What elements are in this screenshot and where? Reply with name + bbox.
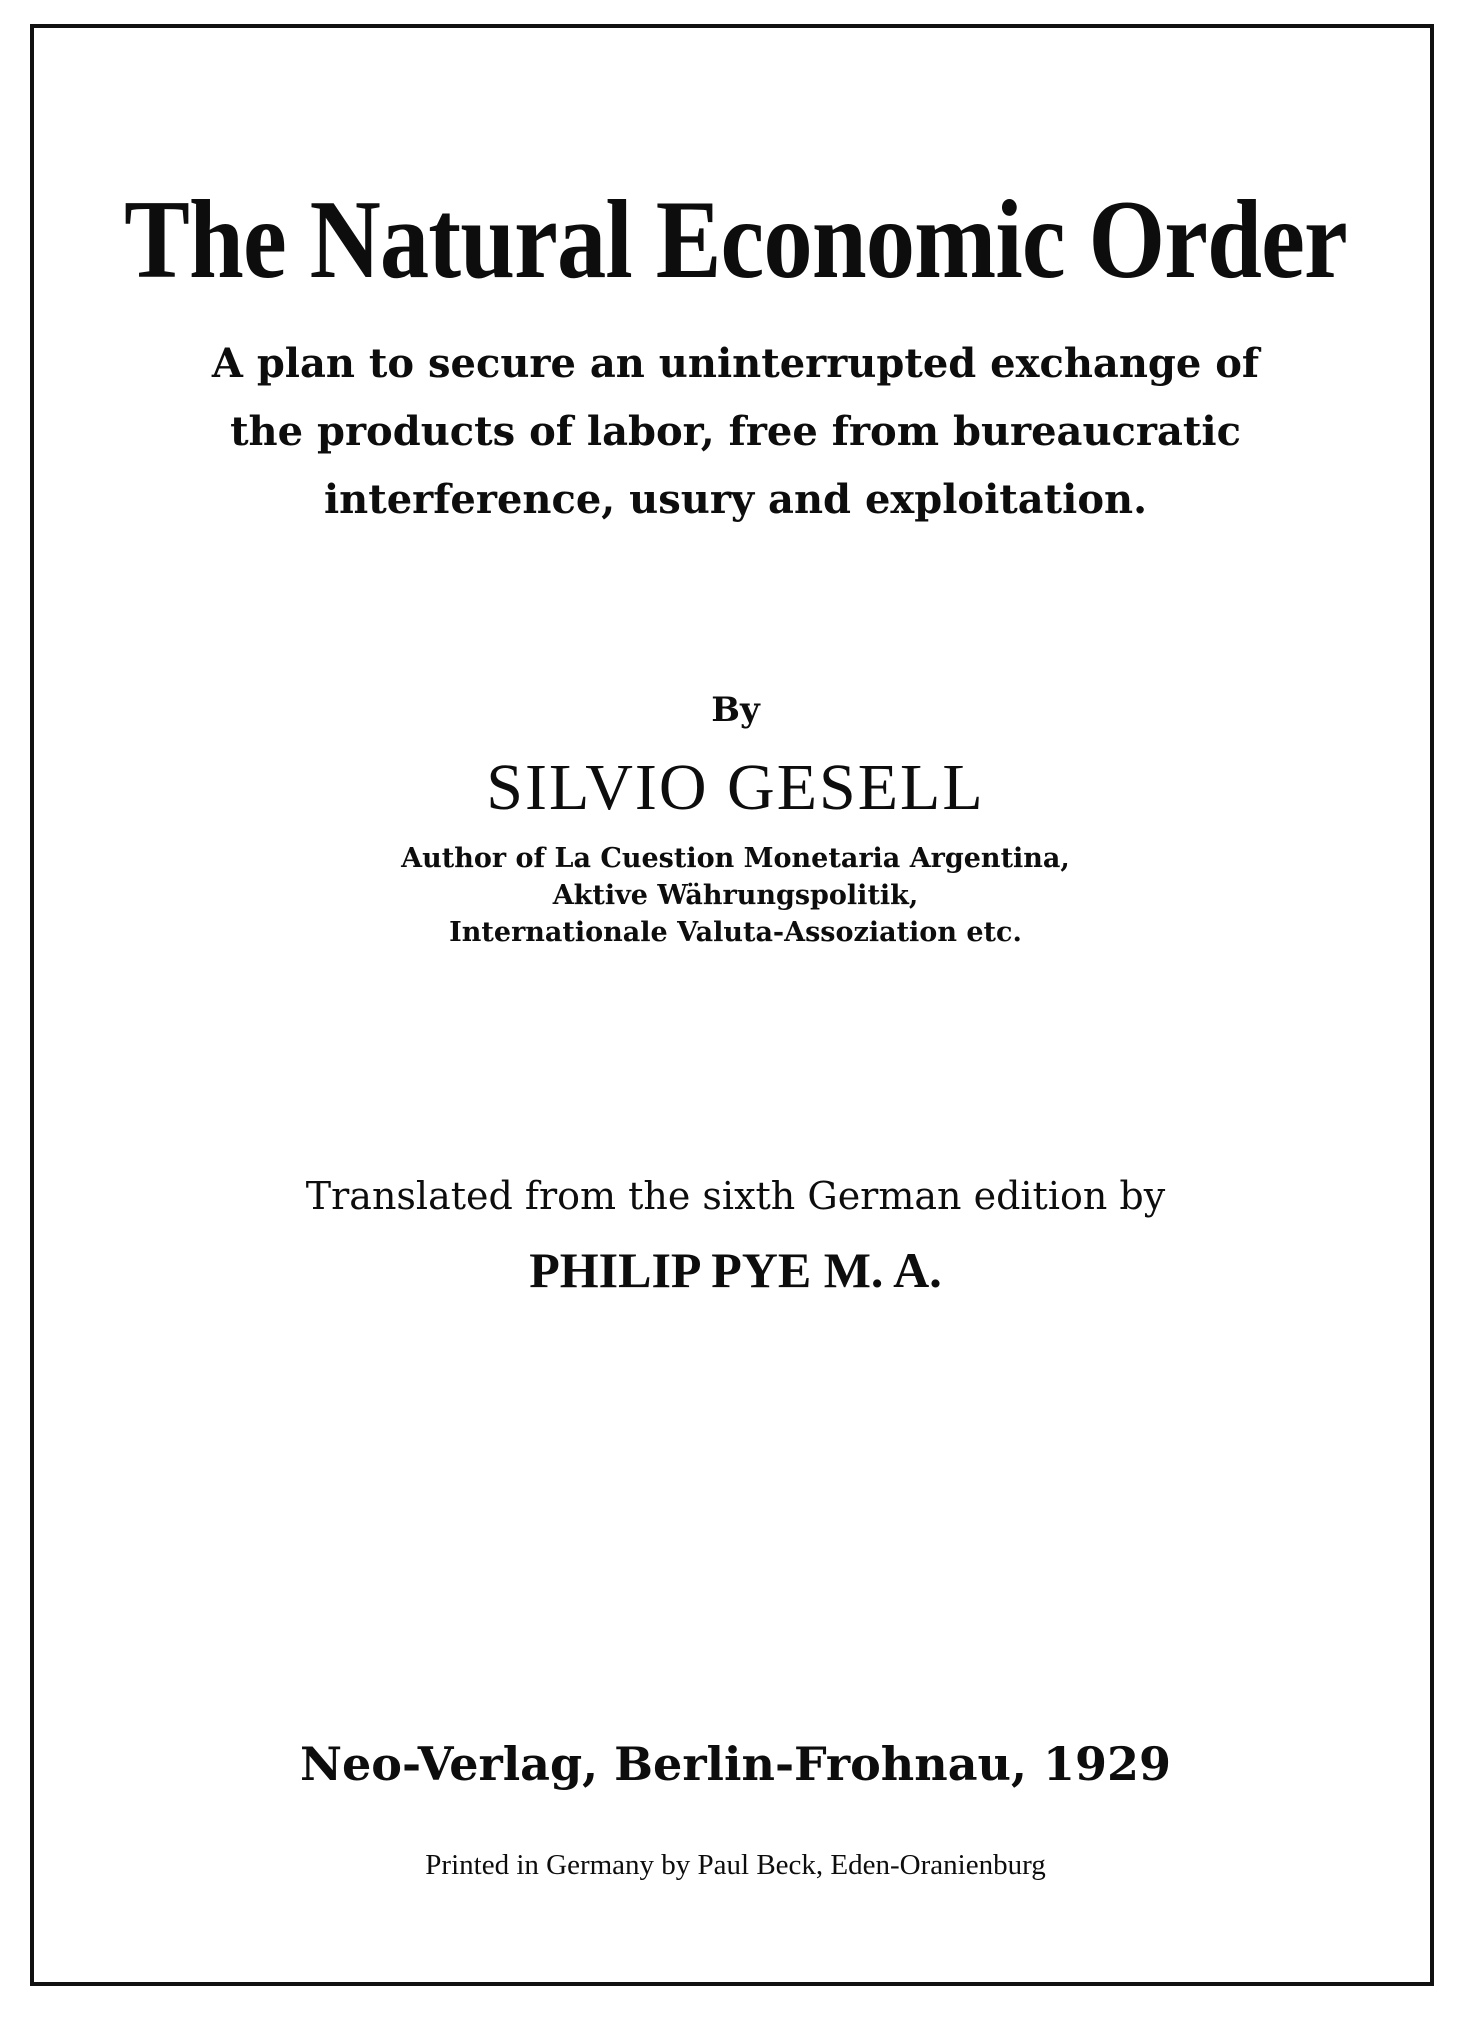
author-work-line: Internationale Valuta-Assoziation etc. [449, 917, 1022, 948]
translator-name: PHILIP PYE M. A. [529, 1242, 942, 1298]
book-title: The Natural Economic Order [124, 178, 1347, 302]
author-work-line: Aktive Währungspolitik, [552, 880, 919, 911]
publisher-imprint: Neo-Verlag, Berlin-Frohnau, 1929 [299, 1737, 1171, 1791]
subtitle-line: A plan to secure an uninterrupted exchange of [211, 340, 1260, 387]
printer-note: Printed in Germany by Paul Beck, Eden-Oranienburg [425, 1849, 1046, 1881]
page-border-frame [30, 24, 1434, 1986]
author-name: SILVIO GESELL [486, 751, 985, 824]
by-label: By [711, 690, 760, 730]
author-works [0, 840, 1471, 951]
translation-note: Translated from the sixth German edition by [305, 1174, 1166, 1218]
subtitle-line: the products of labor, free from bureaucratic [230, 408, 1241, 455]
subtitle-line: interference, usury and exploitation. [323, 476, 1148, 523]
author-work-line: Author of La Cuestion Monetaria Argentina, [401, 843, 1070, 874]
book-subtitle [0, 330, 1471, 534]
